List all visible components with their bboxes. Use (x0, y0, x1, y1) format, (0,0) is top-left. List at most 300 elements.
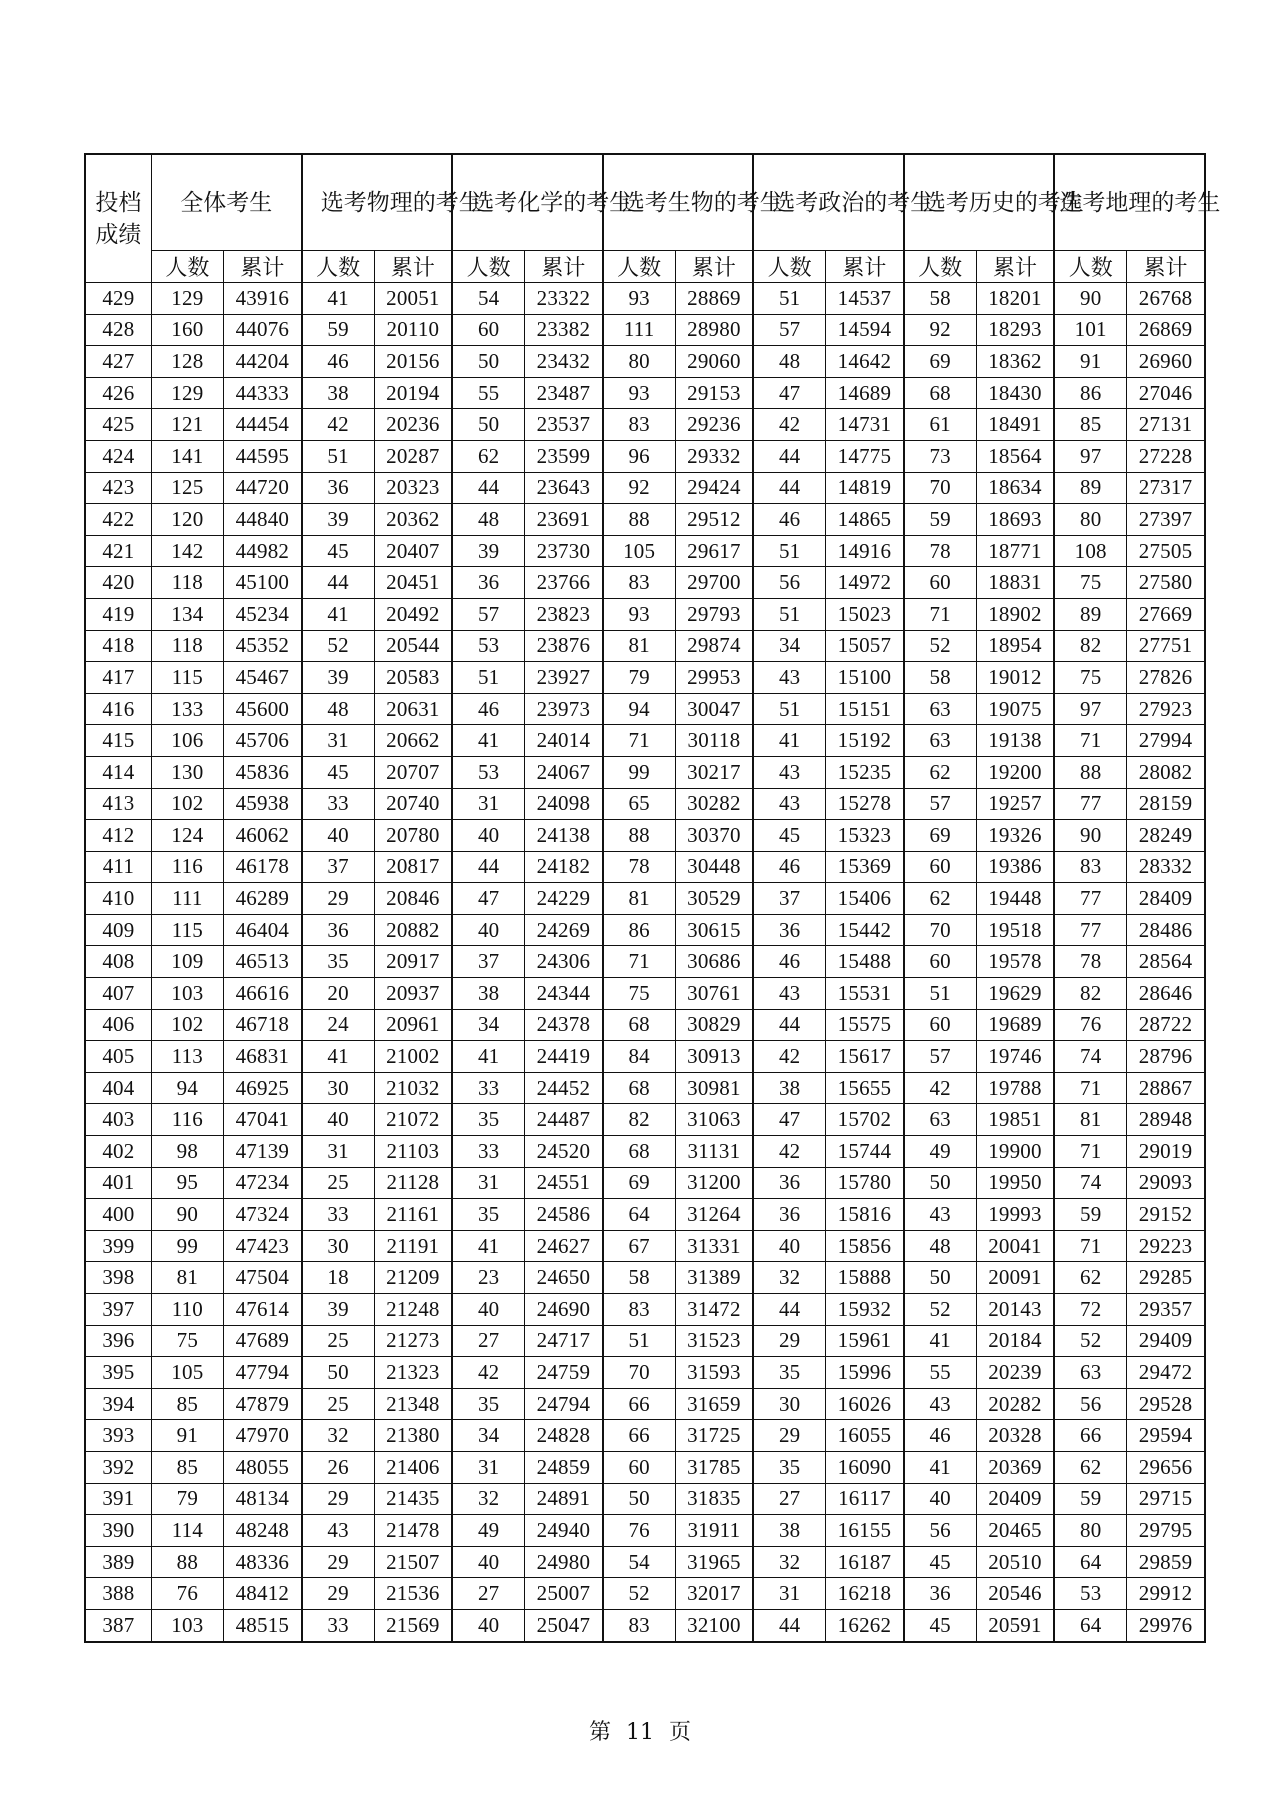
cumulative-cell: 20143 (976, 1294, 1054, 1326)
cumulative-cell: 28980 (675, 314, 753, 346)
cumulative-cell: 46062 (223, 820, 301, 852)
count-cell: 88 (1054, 756, 1126, 788)
count-cell: 66 (603, 1420, 675, 1452)
score-cell: 404 (85, 1072, 151, 1104)
cumulative-cell: 21435 (374, 1483, 452, 1515)
score-cell: 428 (85, 314, 151, 346)
cumulative-cell: 28869 (675, 283, 753, 315)
cumulative-cell: 21380 (374, 1420, 452, 1452)
count-cell: 52 (1054, 1325, 1126, 1357)
cumulative-cell: 15996 (826, 1357, 904, 1389)
cumulative-cell: 27669 (1127, 598, 1205, 630)
count-cell: 41 (302, 1041, 374, 1073)
cumulative-cell: 25047 (525, 1609, 603, 1641)
cumulative-cell: 30118 (675, 725, 753, 757)
cumulative-cell: 30370 (675, 820, 753, 852)
cumulative-cell: 20662 (374, 725, 452, 757)
cumulative-cell: 14775 (826, 440, 904, 472)
cumulative-cell: 31264 (675, 1199, 753, 1231)
table-row (85, 283, 1205, 315)
count-cell: 47 (753, 377, 825, 409)
table-row (85, 1325, 1205, 1357)
cumulative-cell: 29153 (675, 377, 753, 409)
cumulative-cell: 24182 (525, 851, 603, 883)
table-row (85, 1609, 1205, 1641)
cumulative-cell: 29874 (675, 630, 753, 662)
count-cell: 36 (904, 1578, 976, 1610)
cumulative-cell: 48055 (223, 1451, 301, 1483)
count-cell: 89 (1054, 472, 1126, 504)
count-cell: 59 (1054, 1199, 1126, 1231)
count-cell: 101 (1054, 314, 1126, 346)
count-cell: 57 (753, 314, 825, 346)
count-cell: 39 (452, 535, 524, 567)
count-cell: 89 (1054, 598, 1126, 630)
count-cell: 92 (904, 314, 976, 346)
score-cell: 410 (85, 883, 151, 915)
subheader-count: 人数 (603, 251, 675, 283)
cumulative-cell: 15655 (826, 1072, 904, 1104)
score-distribution-table (84, 153, 1221, 1643)
subheader-count: 人数 (904, 251, 976, 283)
count-cell: 40 (753, 1230, 825, 1262)
table-row (85, 1357, 1205, 1389)
cumulative-cell: 20961 (374, 1009, 452, 1041)
cumulative-cell: 26869 (1127, 314, 1205, 346)
count-cell: 41 (452, 725, 524, 757)
count-cell: 41 (904, 1325, 976, 1357)
score-cell: 396 (85, 1325, 151, 1357)
count-cell: 29 (753, 1325, 825, 1357)
cumulative-cell: 30282 (675, 788, 753, 820)
score-cell: 405 (85, 1041, 151, 1073)
count-cell: 68 (603, 1136, 675, 1168)
cumulative-cell: 14916 (826, 535, 904, 567)
cumulative-cell: 47794 (223, 1357, 301, 1389)
cumulative-cell: 31389 (675, 1262, 753, 1294)
count-cell: 133 (151, 693, 223, 725)
count-cell: 53 (1054, 1578, 1126, 1610)
count-cell: 37 (753, 883, 825, 915)
count-cell: 41 (452, 1230, 524, 1262)
count-cell: 102 (151, 1009, 223, 1041)
cumulative-cell: 31063 (675, 1104, 753, 1136)
count-cell: 44 (753, 472, 825, 504)
count-cell: 88 (603, 820, 675, 852)
cumulative-cell: 18564 (976, 440, 1054, 472)
count-cell: 69 (603, 1167, 675, 1199)
cumulative-cell: 15323 (826, 820, 904, 852)
count-cell: 31 (452, 788, 524, 820)
count-cell: 48 (452, 504, 524, 536)
count-cell: 36 (302, 472, 374, 504)
count-cell: 94 (603, 693, 675, 725)
cumulative-cell: 20510 (976, 1546, 1054, 1578)
count-cell: 83 (603, 567, 675, 599)
cumulative-cell: 16055 (826, 1420, 904, 1452)
score-cell: 421 (85, 535, 151, 567)
count-cell: 93 (603, 598, 675, 630)
cumulative-cell: 15442 (826, 914, 904, 946)
count-cell: 66 (603, 1388, 675, 1420)
score-cell: 408 (85, 946, 151, 978)
cumulative-cell: 20194 (374, 377, 452, 409)
cumulative-cell: 46718 (223, 1009, 301, 1041)
table-row (85, 693, 1205, 725)
count-cell: 115 (151, 662, 223, 694)
cumulative-cell: 15888 (826, 1262, 904, 1294)
cumulative-cell: 24828 (525, 1420, 603, 1452)
score-cell: 427 (85, 346, 151, 378)
cumulative-cell: 46925 (223, 1072, 301, 1104)
count-cell: 27 (452, 1578, 524, 1610)
score-cell: 414 (85, 756, 151, 788)
cumulative-cell: 28646 (1127, 978, 1205, 1010)
cumulative-cell: 32100 (675, 1609, 753, 1641)
subheader-count: 人数 (151, 251, 223, 283)
table-row (85, 630, 1205, 662)
table-row (85, 1483, 1205, 1515)
count-cell: 35 (452, 1199, 524, 1231)
count-cell: 46 (753, 504, 825, 536)
cumulative-cell: 48134 (223, 1483, 301, 1515)
table-row (85, 535, 1205, 567)
count-cell: 93 (603, 283, 675, 315)
cumulative-cell: 48515 (223, 1609, 301, 1641)
cumulative-cell: 18831 (976, 567, 1054, 599)
table-row (85, 662, 1205, 694)
score-cell: 419 (85, 598, 151, 630)
table-row (85, 504, 1205, 536)
cumulative-cell: 20362 (374, 504, 452, 536)
count-cell: 33 (452, 1136, 524, 1168)
count-cell: 59 (1054, 1483, 1126, 1515)
count-cell: 54 (603, 1546, 675, 1578)
cumulative-cell: 31523 (675, 1325, 753, 1357)
table-row (85, 1262, 1205, 1294)
score-cell: 423 (85, 472, 151, 504)
cumulative-cell: 24891 (525, 1483, 603, 1515)
subheader-count: 人数 (753, 251, 825, 283)
count-cell: 45 (904, 1609, 976, 1641)
cumulative-cell: 29528 (1127, 1388, 1205, 1420)
page-number: 11 (626, 1720, 654, 1745)
count-cell: 99 (151, 1230, 223, 1262)
count-cell: 85 (151, 1388, 223, 1420)
cumulative-cell: 19788 (976, 1072, 1054, 1104)
cumulative-cell: 29912 (1127, 1578, 1205, 1610)
count-cell: 36 (452, 567, 524, 599)
cumulative-cell: 19900 (976, 1136, 1054, 1168)
count-cell: 71 (603, 946, 675, 978)
count-cell: 91 (151, 1420, 223, 1452)
cumulative-cell: 47423 (223, 1230, 301, 1262)
cumulative-cell: 45938 (223, 788, 301, 820)
group-header-all: 全体考生 (151, 154, 302, 251)
count-cell: 38 (753, 1072, 825, 1104)
count-cell: 64 (603, 1199, 675, 1231)
table-row (85, 756, 1205, 788)
count-cell: 38 (753, 1515, 825, 1547)
count-cell: 71 (603, 725, 675, 757)
cumulative-cell: 30047 (675, 693, 753, 725)
cumulative-cell: 21191 (374, 1230, 452, 1262)
cumulative-cell: 29332 (675, 440, 753, 472)
count-cell: 50 (452, 346, 524, 378)
cumulative-cell: 28082 (1127, 756, 1205, 788)
count-cell: 40 (452, 1294, 524, 1326)
cumulative-cell: 24717 (525, 1325, 603, 1357)
count-cell: 109 (151, 946, 223, 978)
cumulative-cell: 27046 (1127, 377, 1205, 409)
count-cell: 44 (302, 567, 374, 599)
count-cell: 141 (151, 440, 223, 472)
cumulative-cell: 47879 (223, 1388, 301, 1420)
cumulative-cell: 14865 (826, 504, 904, 536)
count-cell: 29 (302, 883, 374, 915)
count-cell: 97 (1054, 693, 1126, 725)
count-cell: 51 (904, 978, 976, 1010)
count-cell: 62 (904, 883, 976, 915)
cumulative-cell: 24138 (525, 820, 603, 852)
cumulative-cell: 21103 (374, 1136, 452, 1168)
cumulative-cell: 29152 (1127, 1199, 1205, 1231)
count-cell: 77 (1054, 914, 1126, 946)
cumulative-cell: 44333 (223, 377, 301, 409)
count-cell: 95 (151, 1167, 223, 1199)
cumulative-cell: 23823 (525, 598, 603, 630)
count-cell: 40 (452, 1546, 524, 1578)
count-cell: 43 (753, 756, 825, 788)
cumulative-cell: 27228 (1127, 440, 1205, 472)
subheader-count: 人数 (452, 251, 524, 283)
table-row (85, 1104, 1205, 1136)
cumulative-cell: 28486 (1127, 914, 1205, 946)
cumulative-cell: 29715 (1127, 1483, 1205, 1515)
cumulative-cell: 48336 (223, 1546, 301, 1578)
cumulative-cell: 24306 (525, 946, 603, 978)
table-row (85, 377, 1205, 409)
cumulative-cell: 46178 (223, 851, 301, 883)
cumulative-cell: 44204 (223, 346, 301, 378)
table-row (85, 1451, 1205, 1483)
count-cell: 49 (452, 1515, 524, 1547)
count-cell: 60 (452, 314, 524, 346)
cumulative-cell: 21406 (374, 1451, 452, 1483)
cumulative-cell: 19518 (976, 914, 1054, 946)
cumulative-cell: 20184 (976, 1325, 1054, 1357)
count-cell: 64 (1054, 1546, 1126, 1578)
count-cell: 75 (1054, 662, 1126, 694)
cumulative-cell: 44720 (223, 472, 301, 504)
cumulative-cell: 18491 (976, 409, 1054, 441)
score-cell: 420 (85, 567, 151, 599)
cumulative-cell: 21348 (374, 1388, 452, 1420)
score-cell: 415 (85, 725, 151, 757)
score-cell: 416 (85, 693, 151, 725)
cumulative-cell: 47324 (223, 1199, 301, 1231)
cumulative-cell: 28948 (1127, 1104, 1205, 1136)
count-cell: 57 (904, 1041, 976, 1073)
cumulative-cell: 46289 (223, 883, 301, 915)
cumulative-cell: 15192 (826, 725, 904, 757)
cumulative-cell: 27923 (1127, 693, 1205, 725)
count-cell: 71 (1054, 725, 1126, 757)
count-cell: 102 (151, 788, 223, 820)
cumulative-cell: 23927 (525, 662, 603, 694)
count-cell: 71 (1054, 1072, 1126, 1104)
group-header-politics: 选考政治的考生 (753, 154, 904, 251)
count-cell: 51 (753, 283, 825, 315)
count-cell: 29 (302, 1546, 374, 1578)
cumulative-cell: 20937 (374, 978, 452, 1010)
count-cell: 76 (1054, 1009, 1126, 1041)
score-cell: 411 (85, 851, 151, 883)
cumulative-cell: 15961 (826, 1325, 904, 1357)
cumulative-cell: 29424 (675, 472, 753, 504)
count-cell: 37 (302, 851, 374, 883)
count-cell: 97 (1054, 440, 1126, 472)
subheader-count: 人数 (302, 251, 374, 283)
cumulative-cell: 20492 (374, 598, 452, 630)
cumulative-cell: 18362 (976, 346, 1054, 378)
cumulative-cell: 27751 (1127, 630, 1205, 662)
count-cell: 52 (302, 630, 374, 662)
cumulative-cell: 16218 (826, 1578, 904, 1610)
cumulative-cell: 18902 (976, 598, 1054, 630)
count-cell: 118 (151, 630, 223, 662)
count-cell: 82 (1054, 978, 1126, 1010)
cumulative-cell: 14972 (826, 567, 904, 599)
count-cell: 75 (603, 978, 675, 1010)
count-cell: 44 (753, 1294, 825, 1326)
cumulative-cell: 45234 (223, 598, 301, 630)
table-row (85, 440, 1205, 472)
table-row (85, 598, 1205, 630)
cumulative-cell: 29953 (675, 662, 753, 694)
cumulative-cell: 47614 (223, 1294, 301, 1326)
count-cell: 50 (302, 1357, 374, 1389)
cumulative-cell: 15702 (826, 1104, 904, 1136)
count-cell: 92 (603, 472, 675, 504)
cumulative-cell: 18430 (976, 377, 1054, 409)
cumulative-cell: 20451 (374, 567, 452, 599)
count-cell: 46 (753, 851, 825, 883)
count-cell: 77 (1054, 788, 1126, 820)
count-cell: 105 (151, 1357, 223, 1389)
count-cell: 78 (603, 851, 675, 883)
score-cell: 425 (85, 409, 151, 441)
count-cell: 42 (753, 1041, 825, 1073)
count-cell: 33 (302, 1609, 374, 1641)
count-cell: 57 (904, 788, 976, 820)
count-cell: 103 (151, 1609, 223, 1641)
cumulative-cell: 30981 (675, 1072, 753, 1104)
page-prefix: 第 (588, 1720, 611, 1745)
count-cell: 68 (904, 377, 976, 409)
count-cell: 55 (452, 377, 524, 409)
count-cell: 65 (603, 788, 675, 820)
count-cell: 99 (603, 756, 675, 788)
table-row (85, 946, 1205, 978)
cumulative-cell: 24229 (525, 883, 603, 915)
cumulative-cell: 21032 (374, 1072, 452, 1104)
count-cell: 62 (1054, 1451, 1126, 1483)
count-cell: 60 (904, 567, 976, 599)
count-cell: 70 (603, 1357, 675, 1389)
cumulative-cell: 16090 (826, 1451, 904, 1483)
cumulative-cell: 27826 (1127, 662, 1205, 694)
cumulative-cell: 19993 (976, 1199, 1054, 1231)
cumulative-cell: 21002 (374, 1041, 452, 1073)
count-cell: 43 (904, 1199, 976, 1231)
cumulative-cell: 20591 (976, 1609, 1054, 1641)
cumulative-cell: 23730 (525, 535, 603, 567)
cumulative-cell: 16262 (826, 1609, 904, 1641)
count-cell: 111 (603, 314, 675, 346)
count-cell: 83 (603, 409, 675, 441)
table-row (85, 1515, 1205, 1547)
count-cell: 81 (1054, 1104, 1126, 1136)
count-cell: 39 (302, 662, 374, 694)
cumulative-cell: 30217 (675, 756, 753, 788)
cumulative-cell: 15100 (826, 662, 904, 694)
cumulative-cell: 19257 (976, 788, 1054, 820)
cumulative-cell: 31965 (675, 1546, 753, 1578)
count-cell: 116 (151, 851, 223, 883)
cumulative-cell: 28409 (1127, 883, 1205, 915)
count-cell: 44 (753, 1009, 825, 1041)
cumulative-cell: 24586 (525, 1199, 603, 1231)
count-cell: 42 (302, 409, 374, 441)
table-row (85, 567, 1205, 599)
cumulative-cell: 20882 (374, 914, 452, 946)
count-cell: 36 (753, 1167, 825, 1199)
count-cell: 70 (904, 914, 976, 946)
cumulative-cell: 29656 (1127, 1451, 1205, 1483)
cumulative-cell: 21507 (374, 1546, 452, 1578)
count-cell: 74 (1054, 1167, 1126, 1199)
count-cell: 43 (302, 1515, 374, 1547)
cumulative-cell: 29285 (1127, 1262, 1205, 1294)
cumulative-cell: 20369 (976, 1451, 1054, 1483)
cumulative-cell: 43916 (223, 283, 301, 315)
count-cell: 108 (1054, 535, 1126, 567)
count-cell: 116 (151, 1104, 223, 1136)
cumulative-cell: 19326 (976, 820, 1054, 852)
count-cell: 111 (151, 883, 223, 915)
count-cell: 60 (904, 1009, 976, 1041)
cumulative-cell: 24794 (525, 1388, 603, 1420)
table-row (85, 1136, 1205, 1168)
count-cell: 46 (904, 1420, 976, 1452)
cumulative-cell: 23876 (525, 630, 603, 662)
count-cell: 34 (753, 630, 825, 662)
score-cell: 412 (85, 820, 151, 852)
count-cell: 76 (151, 1578, 223, 1610)
cumulative-cell: 19689 (976, 1009, 1054, 1041)
cumulative-cell: 15278 (826, 788, 904, 820)
count-cell: 88 (151, 1546, 223, 1578)
cumulative-cell: 27317 (1127, 472, 1205, 504)
cumulative-cell: 29512 (675, 504, 753, 536)
count-cell: 50 (603, 1483, 675, 1515)
score-cell: 426 (85, 377, 151, 409)
subheader-count: 人数 (1054, 251, 1126, 283)
count-cell: 41 (904, 1451, 976, 1483)
count-cell: 128 (151, 346, 223, 378)
count-cell: 124 (151, 820, 223, 852)
